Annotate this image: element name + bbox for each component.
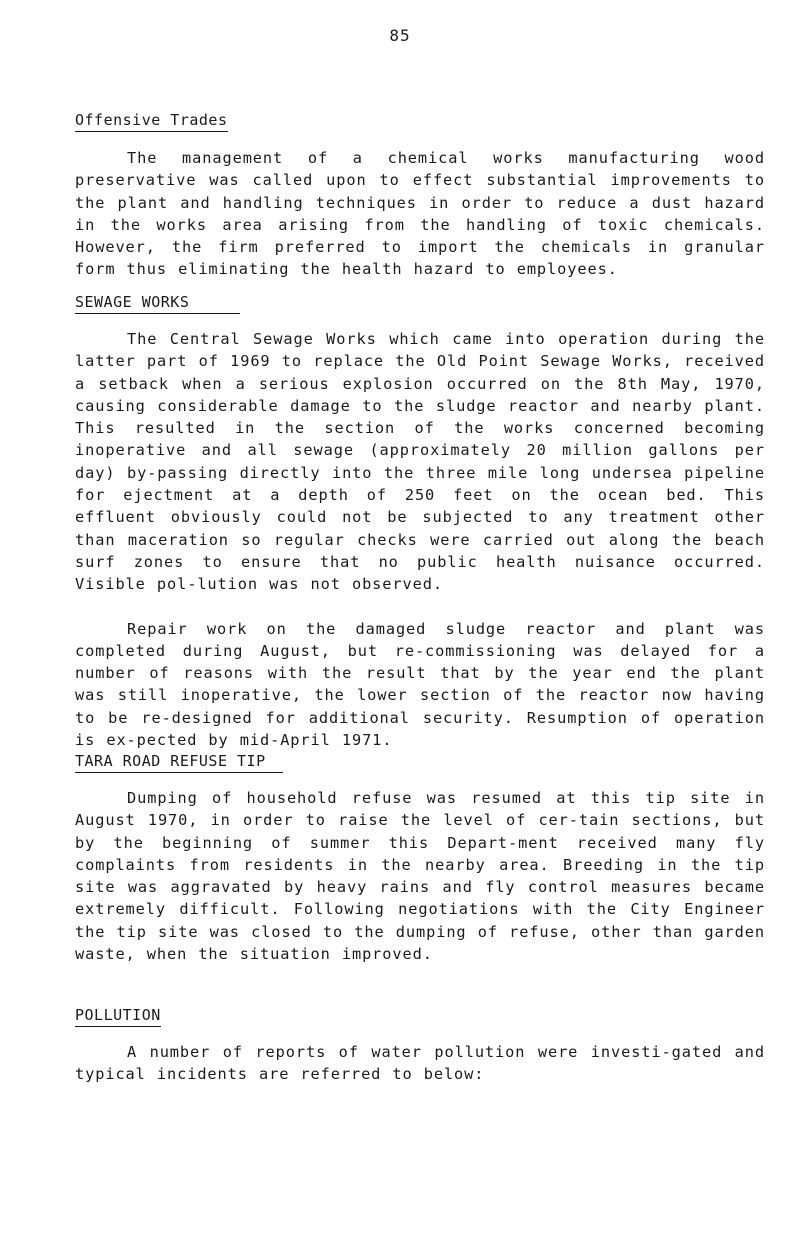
section-heading: TARA ROAD REFUSE TIP [75,752,283,773]
section-heading: SEWAGE WORKS [75,293,240,314]
section-paragraph: Dumping of household refuse was resumed at this tip site in August 1970, in order to raise the level of cer-tain sections, but by the beginning of summer this Depart-ment received many fly complaints from residents in the nearby area. Breeding in the tip site was aggravated by heavy rains and fly control measures became extremely difficult. Following negotiations with the City Engineer the tip site was closed to the dumping of refuse, other than garden waste, when the situation improved. [75,789,765,964]
section-paragraph: A number of reports of water pollution were investi-gated and typical incidents are referred to below: [75,1043,765,1084]
section-tara-road-refuse-tip [75,751,765,965]
section-paragraph: Repair work on the damaged sludge reactor and plant was completed during August, but re-commissioning was delayed for a number of reasons with the result that by the year end the plant was still inoperative, the lower section of the reactor now having to be re-designed for additional security. Resumption of operation is ex-pected by mid-April 1971. [75,619,765,750]
section-heading: Offensive Trades [75,111,228,132]
page-number: 85 [389,26,411,45]
section-sewage-works [75,292,765,751]
section-offensive-trades [75,110,765,281]
section-paragraph: The Central Sewage Works which came into operation during the latter part of 1969 to replace the Old Point Sewage Works, received a setback when a serious explosion occurred on the 8th May, 1970, causing considerable damage to the sludge reactor and nearby plant. This resulted in the section of the works concerned becoming inoperative and all sewage (approximately 20 million gallons per day) by-passing directly into the three mile long undersea pipeline for ejectment at a depth of 250 feet on the ocean bed. This effluent obviously could not be subjected to any treatment other than maceration so regular checks were carried out along the beach surf zones to ensure that no public health nuisance occurred. Visible pol-lution was not observed. [75,330,765,594]
section-heading: POLLUTION [75,1006,161,1027]
section-paragraph: The management of a chemical works manufacturing wood preservative was called upon to effect substantial improvements to the plant and handling techniques in order to reduce a dust hazard in the works area arising from the handling of toxic chemicals. However, the firm preferred to import the chemicals in granular form thus eliminating the health hazard to employees. [75,149,765,279]
section-pollution [75,1005,765,1086]
